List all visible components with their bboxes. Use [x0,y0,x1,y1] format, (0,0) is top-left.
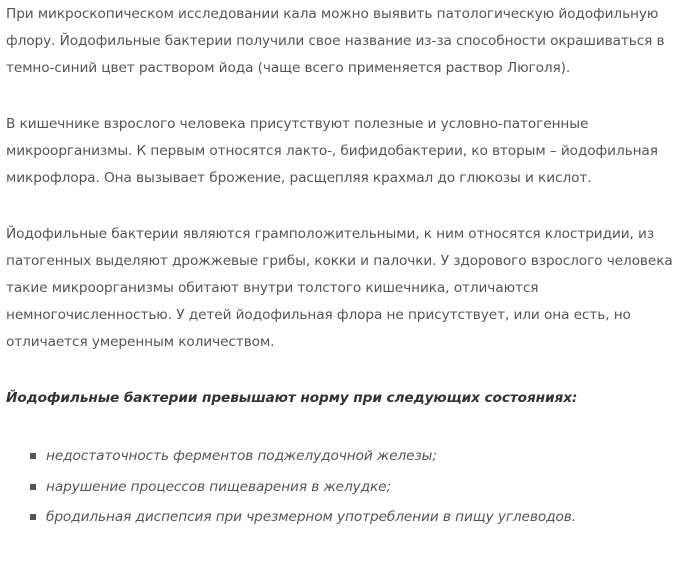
paragraph-intro: При микроскопическом исследовании кала можно выявить патологическую йодофильную флору. Йодофильные бактерии получили свое название из-за способности окрашиваться в темно-синий цвет раствором йода (чаще всего применяется раствор Люголя). [6,6,665,76]
square-bullet-icon [30,514,36,520]
list-item [26,441,690,472]
list-item-text: недостаточность ферментов поджелудочной железы; [46,448,437,464]
list-item [26,472,690,503]
conditions-list [6,441,690,533]
paragraph-description: Йодофильные бактерии являются грамположительными, к ним относятся клостридии, из патогенных выделяют дрожжевые грибы, кокки и палочки. У здорового взрослого человека такие микроорганизмы обитают внутри толстого кишечника, отличаются немногочисленностью. У детей йодофильная флора не присутствует, или она есть, но отличается умеренным количеством. [6,226,673,350]
square-bullet-icon [30,453,36,459]
list-lead-heading: Йодофильные бактерии превышают норму при следующих состояниях: [6,390,578,406]
paragraph-gap [6,192,690,221]
list-item [26,502,690,533]
square-bullet-icon [30,484,36,490]
paragraph-microflora: В кишечнике взрослого человека присутствуют полезные и условно-патогенные микроорганизмы. К первым относятся лакто-, бифидобактерии, ко вторым – йодофильная микрофлора. Она вызывает брожение, расщепляя крахмал до глюкозы и кислот. [6,116,658,186]
list-item-text: бродильная диспепсия при чрезмерном употреблении в пищу углеводов. [46,509,576,525]
list-item-text: нарушение процессов пищеварения в желудке; [46,478,392,495]
paragraph-gap [6,412,690,441]
paragraph-gap [6,82,690,111]
paragraph-gap [6,356,690,385]
